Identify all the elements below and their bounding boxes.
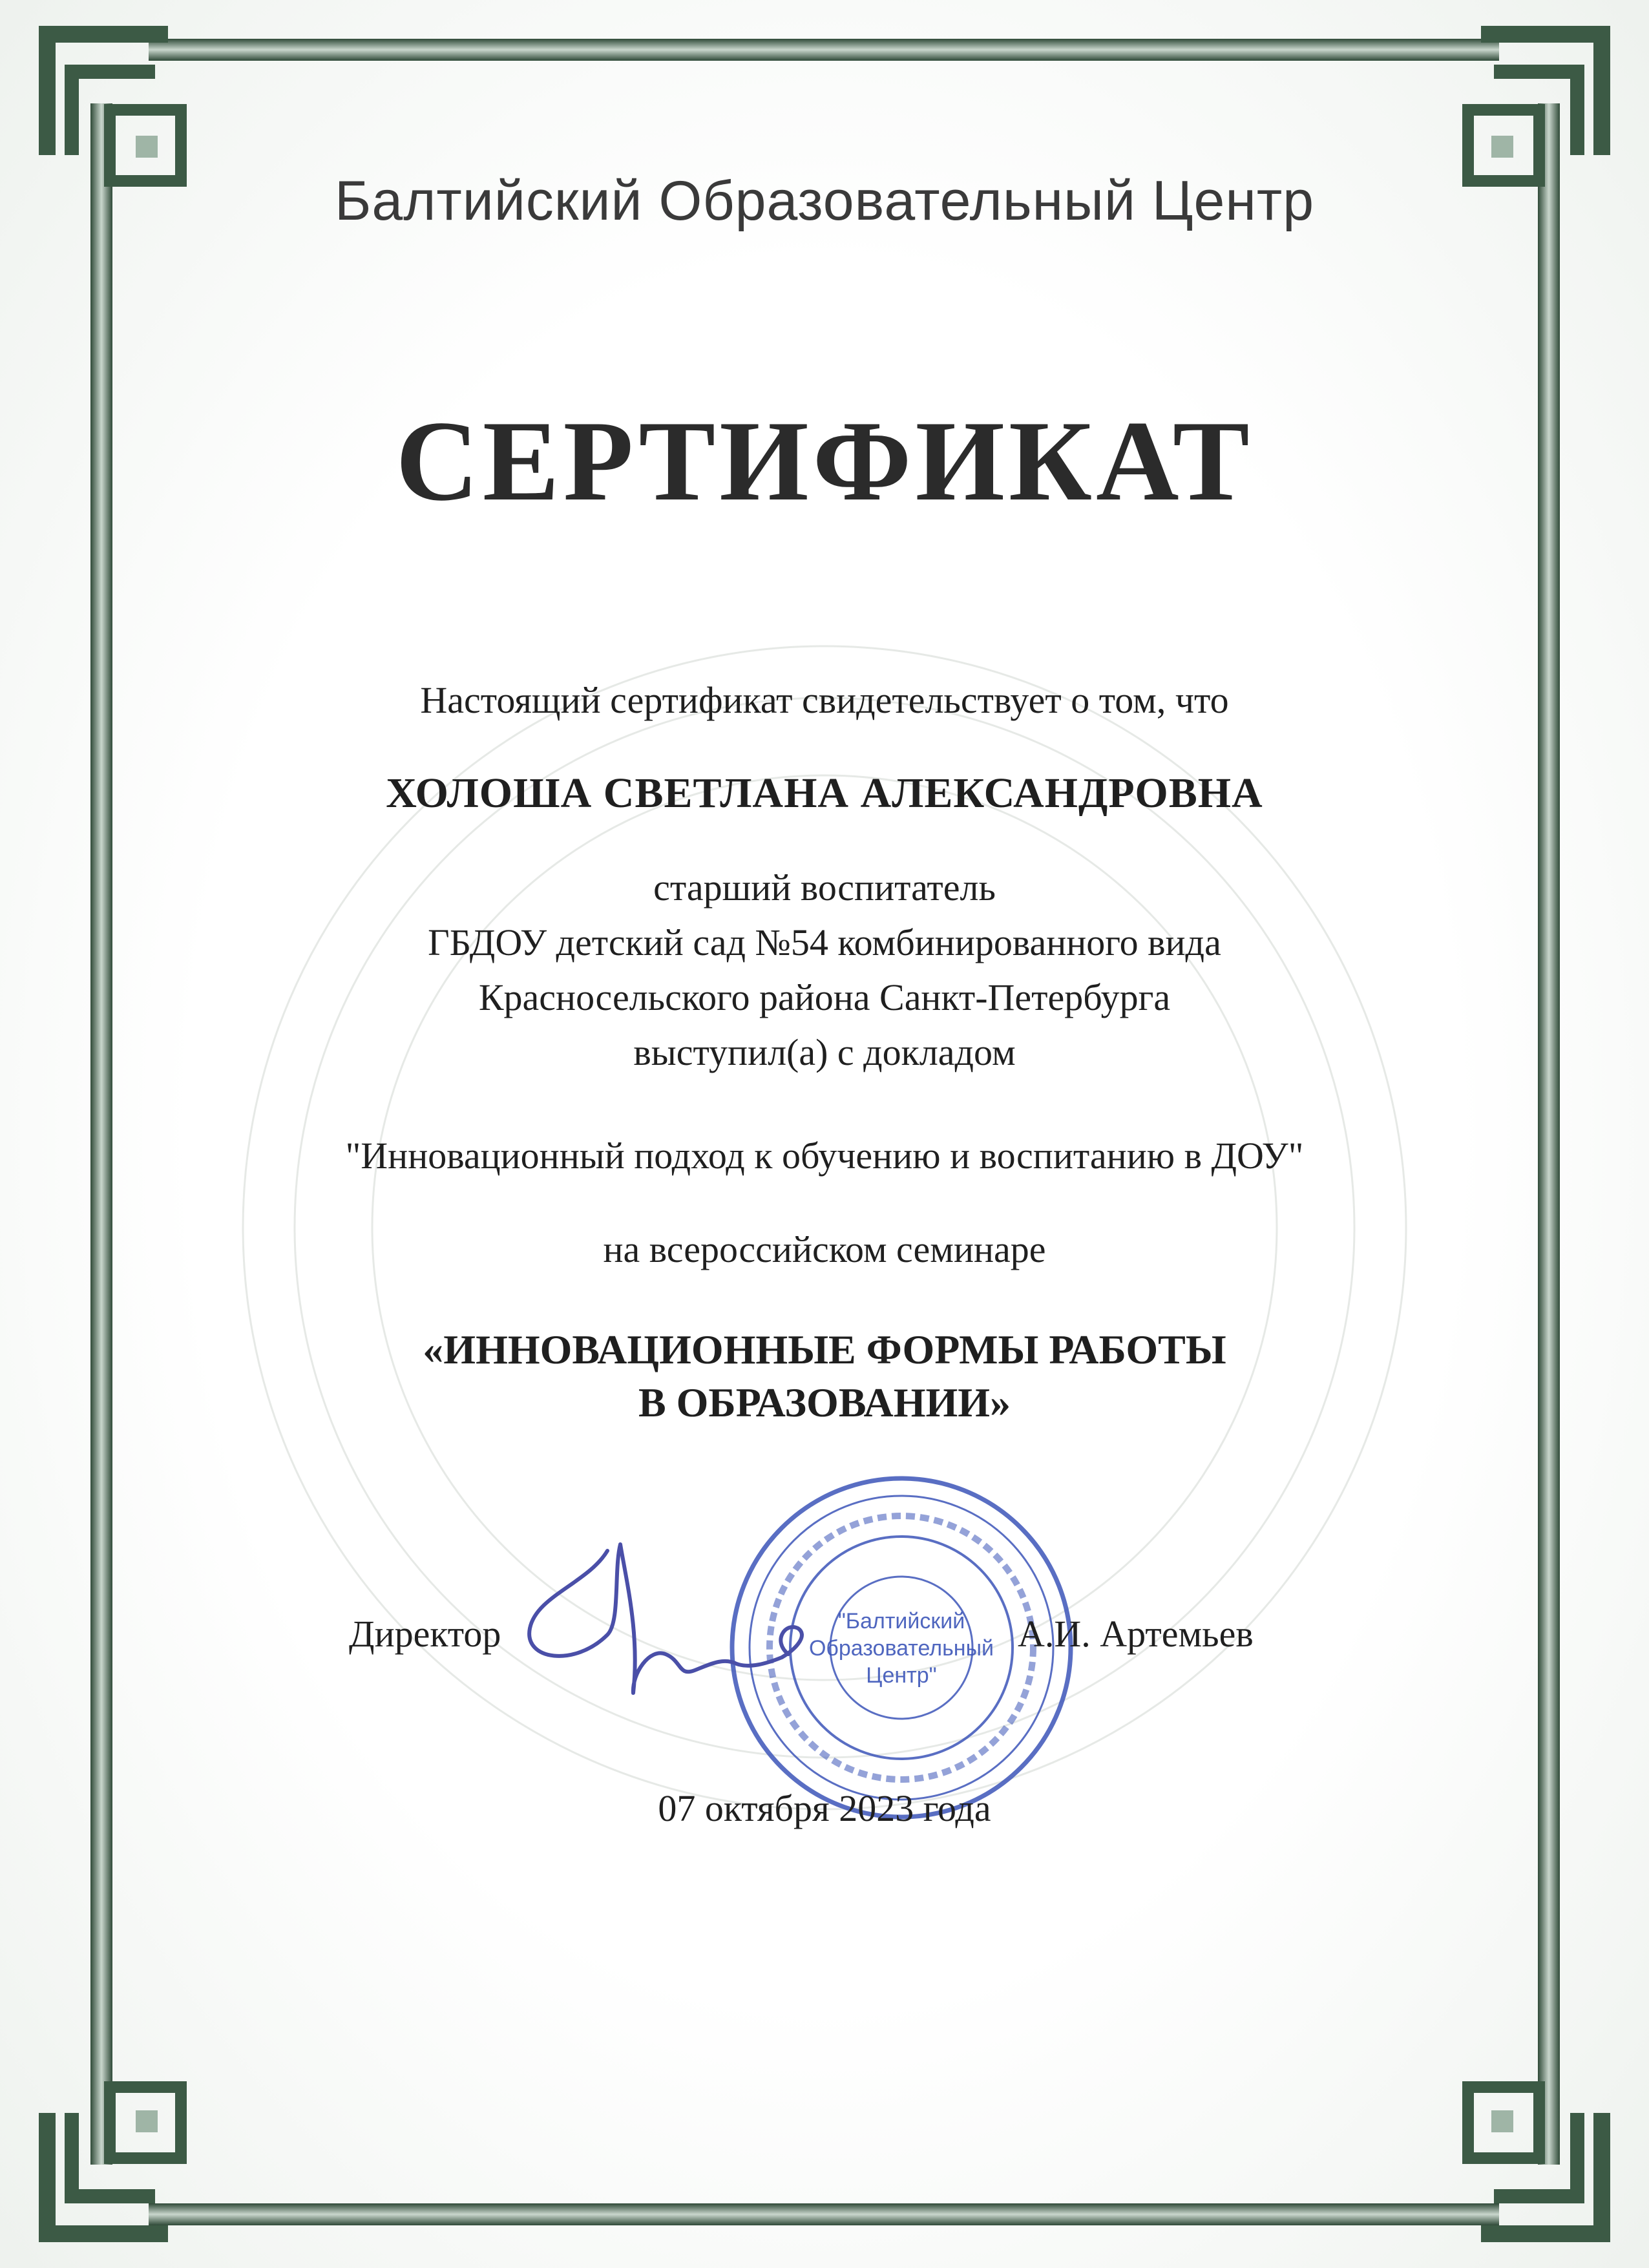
intro-text: Настоящий сертификат свидетельствует о том, что (420, 679, 1229, 721)
recipient-name: ХОЛОША СВЕТЛАНА АЛЕКСАНДРОВНА (386, 770, 1263, 817)
stamp-center-line-1: "Балтийский (837, 1609, 965, 1633)
director-signature (510, 1525, 821, 1719)
institution-line-1: ГБДОУ детский сад №54 комбинированного вида (428, 921, 1221, 963)
certificate-title: СЕРТИФИКАТ (395, 397, 1254, 525)
signer-name: А.И. Артемьев (1018, 1613, 1254, 1655)
action-text: выступил(а) с докладом (633, 1031, 1016, 1073)
issue-date: 07 октября 2023 года (658, 1787, 991, 1829)
signer-role: Директор (349, 1613, 501, 1655)
seminar-title-line-2: В ОБРАЗОВАНИИ» (638, 1380, 1011, 1425)
stamp-center-line-2: Образовательный (808, 1636, 994, 1661)
event-intro: на всероссийском семинаре (603, 1228, 1046, 1270)
institution-line-2: Красносельского района Санкт-Петербурга (478, 976, 1171, 1018)
seminar-title-line-1: «ИННОВАЦИОННЫЕ ФОРМЫ РАБОТЫ (423, 1327, 1226, 1372)
recipient-position: старший воспитатель (653, 866, 996, 908)
report-title: "Инновационный подход к обучению и воспитанию в ДОУ" (345, 1135, 1304, 1177)
organization-name: Балтийский Образовательный Центр (334, 170, 1315, 232)
stamp-center-line-3: Центр" (866, 1663, 937, 1688)
